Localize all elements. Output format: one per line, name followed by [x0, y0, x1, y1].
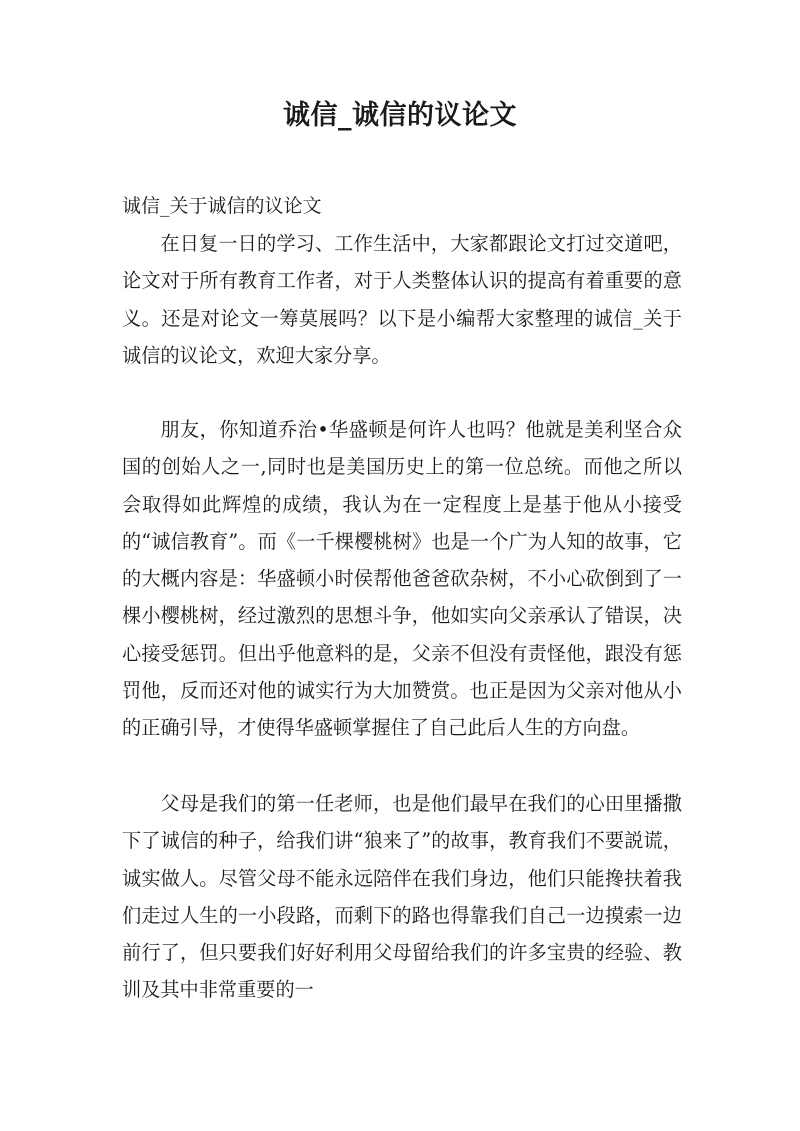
document-subtitle: 诚信_关于诚信的议论文 — [122, 195, 322, 217]
paragraph-intro: 在日复一日的学习、工作生活中，大家都跟论文打过交道吧，论文对于所有教育工作者，对于人类整体认识的提高有着重要的意义。还是对论文一筹莫展吗？以下是小编帮大家整理的诚信_关于诚信的议论文，欢迎大家分享。 — [122, 232, 682, 367]
paragraph-parents: 父母是我们的第一任老师，也是他们最早在我们的心田里播撒下了诚信的种子，给我们讲“狼来了”的故事，教育我们不要説谎，诚实做人。尽管父母不能永远陪伴在我们身边，他们只能搀扶着我们走过人生的一小段路，而剩下的路也得靠我们自己一边摸索一边前行了，但只要我们好好利用父母留给我们的许多宝贵的经验、教训及其中非常重要的一 — [122, 792, 682, 1002]
document-title: 诚信_诚信的议论文 — [283, 100, 517, 131]
paragraph-washington: 朋友，你知道乔治•华盛顿是何许人也吗？他就是美利坚合众国的创始人之一,同时也是美国历史上的第一位总统。而他之所以会取得如此辉煌的成绩，我认为在一定程度上是基于他从小接受的“诚信教育”。而《一千棵樱桃树》也是一个广为人知的故事，它的大概内容是：华盛顿小时侯帮他爸爸砍杂树，不小心砍倒到了一棵小樱桃树，经过激烈的思想斗争，他如实向父亲承认了错误，决心接受惩罚。但出乎他意料的是，父亲不但没有责怪他，跟没有惩罚他，反而还对他的诚实行为大加赞赏。也正是因为父亲对他从小的正确引导，才使得华盛顿掌握住了自己此后人生的方向盘。 — [122, 418, 682, 740]
